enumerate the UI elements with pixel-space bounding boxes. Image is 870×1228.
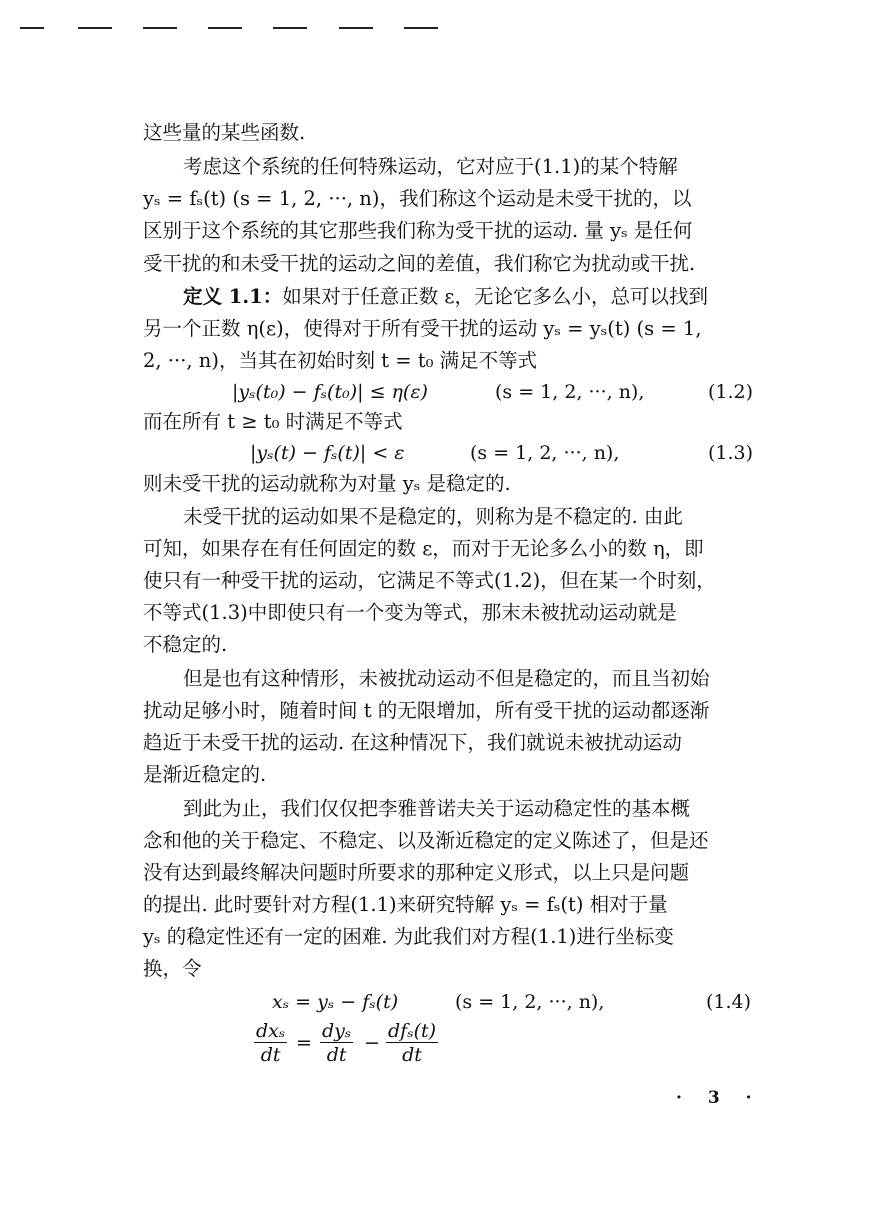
text-line: 未受干扰的运动如果不是稳定的，则称为是不稳定的. 由此 bbox=[183, 505, 683, 528]
text-line: 使只有一种受干扰的运动，它满足不等式(1.2)，但在某一个时刻， bbox=[143, 569, 716, 592]
text-line: 另一个正数 η(ε)，使得对于所有受干扰的运动 yₛ = yₛ(t) (s = 1, bbox=[143, 317, 702, 340]
header-dash bbox=[404, 27, 438, 29]
fraction-dys-dt bbox=[320, 1020, 353, 1067]
text-line: 换，令 bbox=[143, 957, 202, 980]
page-number: · 3 · bbox=[676, 1088, 762, 1108]
definition-line bbox=[183, 285, 763, 309]
definition-text: 如果对于任意正数 ε，无论它多么小，总可以找到 bbox=[282, 285, 709, 308]
text-line: 可知，如果存在有任何固定的数 ε，而对于无论多么小的数 η，即 bbox=[143, 537, 704, 560]
text-line: 趋近于未受干扰的运动. 在这种情况下，我们就说未被扰动运动 bbox=[143, 731, 682, 754]
text-line: 是渐近稳定的. bbox=[143, 763, 267, 786]
definition-label: 定义 1.1： bbox=[183, 285, 283, 308]
text-line: 2, ···, n)，当其在初始时刻 t = t₀ 满足不等式 bbox=[143, 349, 538, 372]
text-line: 但是也有这种情形，未被扰动运动不但是稳定的，而且当初始 bbox=[183, 667, 710, 690]
fraction-numerator: dfₛ(t) bbox=[388, 1020, 437, 1042]
minus-sign: − bbox=[364, 1032, 380, 1054]
fraction-denominator: dt bbox=[326, 1044, 347, 1066]
equation-number-1-2: (1.2) bbox=[708, 381, 754, 403]
text-line: 而在所有 t ≥ t₀ 时满足不等式 bbox=[143, 410, 403, 433]
text-line: 考虑这个系统的任何特殊运动，它对应于(1.1)的某个特解 bbox=[183, 155, 678, 178]
header-dash bbox=[143, 27, 177, 29]
text-line: 则未受干扰的运动就称为对量 yₛ 是稳定的. bbox=[143, 472, 511, 495]
text-line: yₛ = fₛ(t) (s = 1, 2, ···, n)，我们称这个运动是未受干扰的，以 bbox=[143, 187, 692, 210]
header-dash bbox=[20, 27, 44, 29]
equation-1-2: |yₛ(t₀) − fₛ(t₀)| ≤ η(ε) bbox=[232, 381, 428, 403]
fraction-denominator: dt bbox=[260, 1044, 281, 1066]
equation-number-1-3: (1.3) bbox=[708, 442, 754, 464]
equation-1-2-range: (s = 1, 2, ···, n), bbox=[495, 381, 645, 403]
header-dash bbox=[273, 27, 307, 29]
text-line: 到此为止，我们仅仅把李雅普诺夫关于运动稳定性的基本概 bbox=[183, 797, 691, 820]
text-line: yₛ 的稳定性还有一定的困难. 为此我们对方程(1.1)进行坐标变 bbox=[143, 925, 674, 948]
equation-1-4: xₛ = yₛ − fₛ(t) bbox=[272, 991, 399, 1013]
text-line: 扰动足够小时，随着时间 t 的无限增加，所有受干扰的运动都逐渐 bbox=[143, 699, 710, 722]
text-line: 不稳定的. bbox=[143, 633, 228, 656]
fraction-numerator: dyₛ bbox=[322, 1020, 352, 1042]
text-line: 没有达到最终解决问题时所要求的那种定义形式，以上只是问题 bbox=[143, 861, 690, 884]
equation-1-3: |yₛ(t) − fₛ(t)| < ε bbox=[250, 442, 405, 464]
equation-1-4-range: (s = 1, 2, ···, n), bbox=[455, 991, 605, 1013]
fraction-dxs-dt bbox=[254, 1020, 287, 1067]
header-dash bbox=[208, 27, 242, 29]
header-dash bbox=[78, 27, 112, 29]
text-line: 不等式(1.3)中即使只有一个变为等式，那末未被扰动运动就是 bbox=[143, 601, 677, 624]
equals-sign: = bbox=[296, 1032, 312, 1054]
fraction-denominator: dt bbox=[402, 1044, 422, 1066]
header-dash bbox=[339, 27, 373, 29]
fraction-numerator: dxₛ bbox=[256, 1020, 286, 1042]
text-line: 的提出. 此时要针对方程(1.1)来研究特解 yₛ = fₛ(t) 相对于量 bbox=[143, 893, 668, 916]
text-line: 区别于这个系统的其它那些我们称为受干扰的运动. 量 yₛ 是任何 bbox=[143, 219, 693, 242]
fraction-dfs-dt bbox=[386, 1020, 438, 1067]
equation-number-1-4: (1.4) bbox=[706, 991, 752, 1013]
text-line: 这些量的某些函数. bbox=[143, 121, 306, 144]
equation-1-3-range: (s = 1, 2, ···, n), bbox=[470, 442, 620, 464]
text-line: 念和他的关于稳定、不稳定、以及渐近稳定的定义陈述了，但是还 bbox=[143, 829, 709, 852]
text-line: 受干扰的和未受干扰的运动之间的差值，我们称它为扰动或干扰. bbox=[143, 252, 696, 275]
